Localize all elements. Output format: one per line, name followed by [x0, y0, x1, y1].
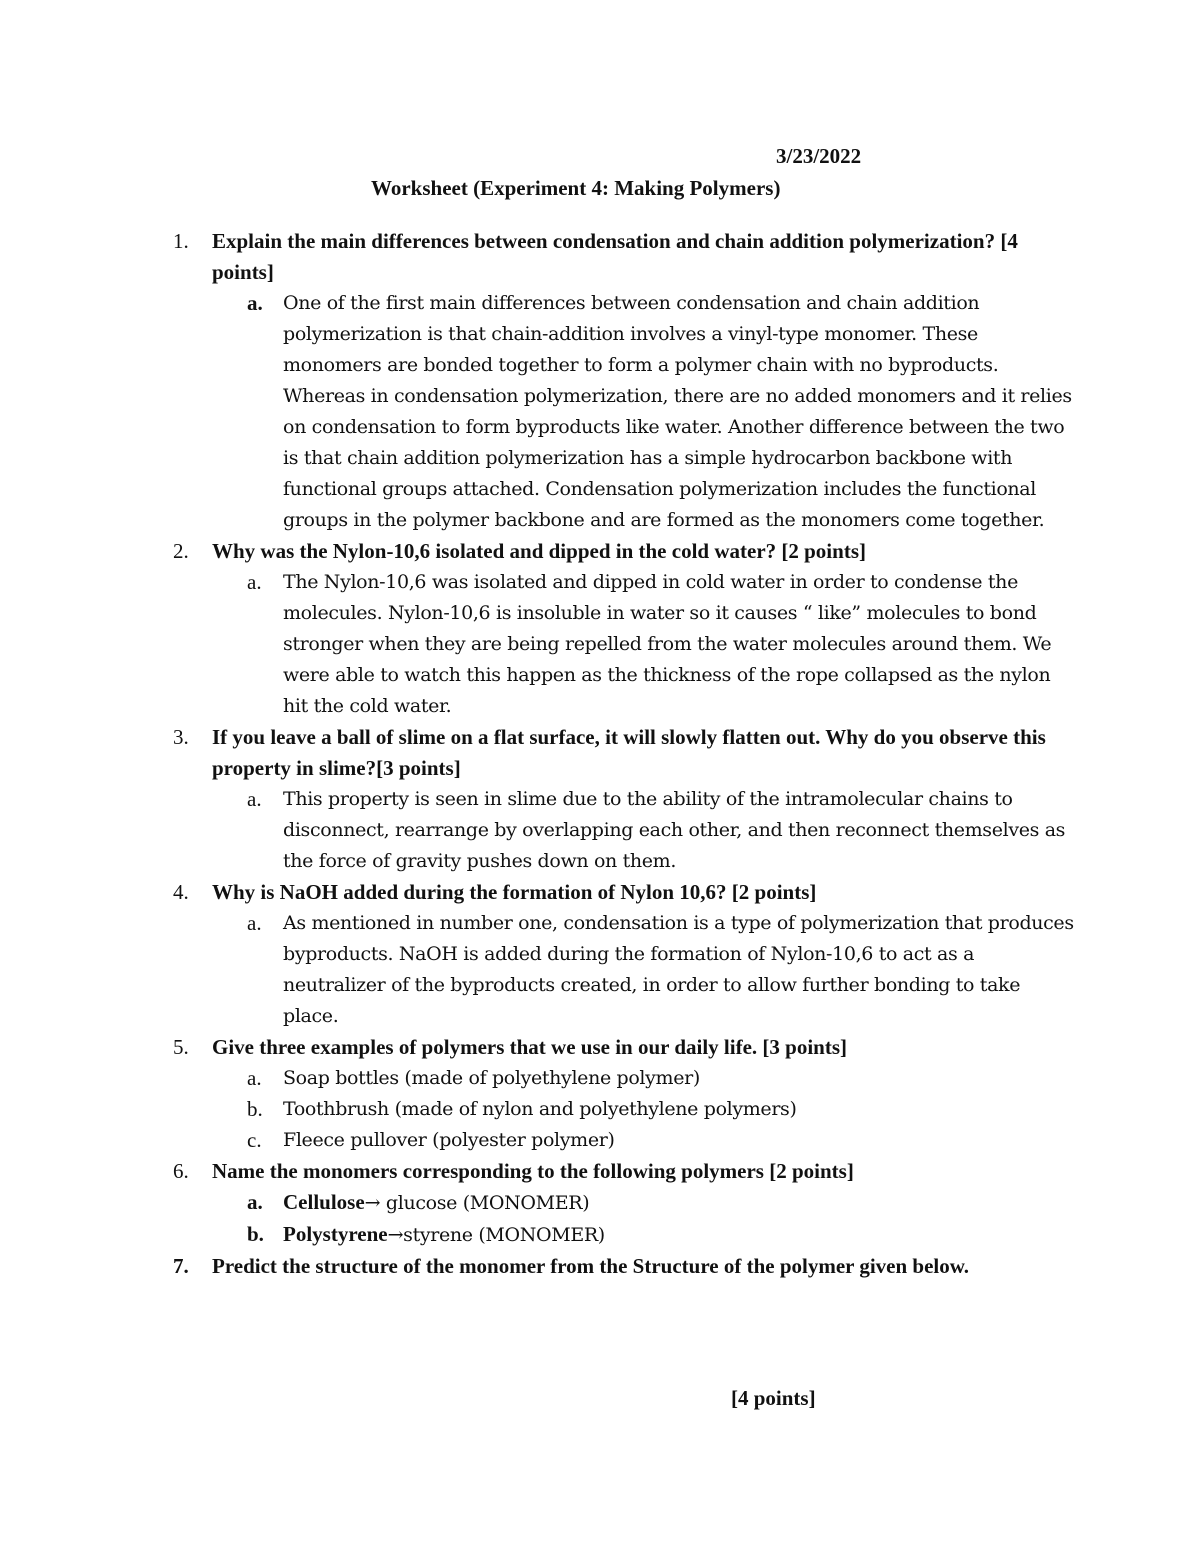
answer-letter: b.	[247, 1222, 264, 1246]
answer-item	[212, 567, 1078, 722]
question-list	[0, 226, 1200, 1282]
question-7	[0, 1251, 1072, 1282]
answer-list	[212, 908, 1072, 1032]
answer-text: One of the first main differences between condensation and chain addition polymerization is that chain-addition involves a vinyl-type monomer. These monomers are bonded together to form a polymer chain with no byproducts. Whereas in condensation polymerization, there are no added monomers and it relies on condensation to form byproducts like water. Another difference between the two is that chain addition polymerization has a simple hydrocarbon backbone with functional groups attached. Condensation polymerization includes the functional groups in the polymer backbone and are formed as the monomers come together.	[283, 292, 1072, 531]
answer-content	[283, 1187, 1078, 1219]
question-number: 5.	[173, 1035, 189, 1059]
question-text: If you leave a ball of slime on a flat surface, it will slowly flatten out. Why do you observe this property in slime?[3 points]	[212, 725, 1046, 780]
question-number: 2.	[173, 539, 189, 563]
question-4	[0, 877, 1072, 1032]
answer-text: Toothbrush (made of nylon and polyethylene polymers)	[283, 1098, 797, 1120]
question-5	[0, 1032, 1072, 1156]
answer-text: → glucose (MONOMER)	[364, 1192, 590, 1214]
answer-text: Fleece pullover (polyester polymer)	[283, 1129, 615, 1151]
answer-list	[212, 1063, 1072, 1156]
question-3	[0, 722, 1072, 877]
question-6	[0, 1156, 1072, 1251]
answer-letter: a.	[247, 1190, 263, 1214]
answer-list	[212, 1187, 1072, 1251]
question-number: 6.	[173, 1159, 189, 1183]
question-text: Why was the Nylon-10,6 isolated and dipped in the cold water? [2 points]	[212, 539, 866, 563]
document-title: Worksheet (Experiment 4: Making Polymers)	[371, 176, 781, 200]
answer-list	[212, 784, 1072, 877]
question-text: Name the monomers corresponding to the following polymers [2 points]	[212, 1159, 854, 1183]
answer-text: Soap bottles (made of polyethylene polymer)	[283, 1067, 700, 1089]
answer-letter: c.	[247, 1128, 262, 1152]
answer-letter: a.	[247, 787, 262, 811]
polymer-term: Polystyrene	[283, 1222, 388, 1246]
answer-item	[212, 1125, 1078, 1156]
question-text: Why is NaOH added during the formation of Nylon 10,6? [2 points]	[212, 880, 817, 904]
question-2	[0, 536, 1072, 722]
answer-list	[212, 288, 1072, 536]
answer-item	[212, 784, 1078, 877]
question-text: Explain the main differences between condensation and chain addition polymerization? [4 points]	[212, 229, 1018, 284]
question-text: Predict the structure of the monomer from the Structure of the polymer given below.	[212, 1254, 970, 1278]
question-number: 1.	[173, 229, 189, 253]
answer-letter: a.	[247, 291, 263, 315]
answer-text: The Nylon-10,6 was isolated and dipped in cold water in order to condense the molecules. Nylon-10,6 is insoluble in water so it causes “ like” molecules to bond stronger when they are being repelled from the water molecules around them. We were able to watch this happen as the thickness of the rope collapsed as the nylon hit the cold water.	[283, 571, 1052, 717]
answer-item	[212, 1187, 1078, 1219]
question-number: 4.	[173, 880, 189, 904]
answer-text: →styrene (MONOMER)	[387, 1224, 605, 1246]
question-number: 7.	[173, 1254, 189, 1278]
question-text: Give three examples of polymers that we use in our daily life. [3 points]	[212, 1035, 848, 1059]
answer-letter: a.	[247, 1066, 262, 1090]
question-1	[0, 226, 1072, 536]
polymer-term: Cellulose	[283, 1190, 365, 1214]
answer-item	[212, 1219, 1078, 1251]
answer-letter: a.	[247, 570, 262, 594]
answer-letter: a.	[247, 911, 262, 935]
answer-text: This property is seen in slime due to the ability of the intramolecular chains to disconnect, rearrange by overlapping each other, and then reconnect themselves as the force of gravity pushes down on them.	[283, 788, 1066, 872]
question-number: 3.	[173, 725, 189, 749]
answer-item	[212, 1063, 1078, 1094]
answer-list	[212, 567, 1072, 722]
answer-item	[212, 288, 1078, 536]
answer-letter: b.	[247, 1097, 263, 1121]
answer-item	[212, 1094, 1078, 1125]
answer-item	[212, 908, 1078, 1032]
question-7-points: [4 points]	[731, 1386, 816, 1410]
answer-content	[283, 1219, 1078, 1251]
document-date: 3/23/2022	[776, 144, 862, 168]
answer-text: As mentioned in number one, condensation is a type of polymerization that produces byproducts. NaOH is added during the formation of Nylon-10,6 to act as a neutralizer of the byproducts created, in order to allow further bonding to take place.	[283, 912, 1074, 1027]
